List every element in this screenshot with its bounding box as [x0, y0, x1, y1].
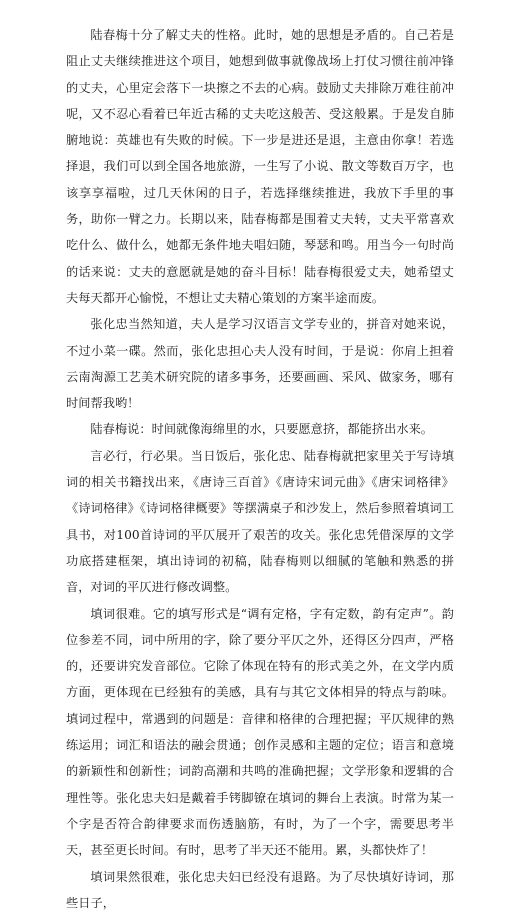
paragraph-4: 言必行，行必果。当日饭后，张化忠、陆春梅就把家里关于写诗填词的相关书籍找出来，《唐诗三百首》《唐诗宋词元曲》《唐宋词格律》《诗词格律》《诗词格律概要》等摆满桌子和沙发上，然后参照着填词工具书，对100首诗词的平仄展开了艰苦的攻关。张化忠凭借深厚的文学功底搭建框架，填出诗词的初稿，陆春梅则以细腻的笔触和熟悉的拼音，对词的平仄进行修改调整。	[66, 443, 454, 601]
paragraph-1: 陆春梅十分了解丈夫的性格。此时，她的思想是矛盾的。自己若是阻止丈夫继续推进这个项目，她想到做事就像战场上打仗习惯往前冲锋的丈夫，心里定会落下一块擦之不去的心病。鼓励丈夫排除万难往前冲呢，又不忍心看着已年近古稀的丈夫吃这般苦、受这般累。于是发自肺腑地说：英雄也有失败的时候。下一步是进还是退，主意由你拿！若选择退，我们可以到全国各地旅游，一生写了小说、散文等数百万字，也该享享福啦，过几天休闲的日子，若选择继续推进，我放下手里的事务，助你一臂之力。长期以来，陆春梅都是围着丈夫转，丈夫平常喜欢吃什么、做什么，她都无条件地夫唱妇随，琴瑟和鸣。用当今一句时尚的话来说：丈夫的意愿就是她的奋斗目标！陆春梅很爱丈夫，她希望丈夫每天都开心愉悦，不想让丈夫精心策划的方案半途而废。	[66, 22, 454, 311]
paragraph-3: 陆春梅说：时间就像海绵里的水，只要愿意挤，都能挤出水来。	[66, 416, 454, 442]
paragraph-5: 填词很难。它的填写形式是“调有定格，字有定数，韵有定声”。韵位参差不同，词中所用的字，除了要分平仄之外，还得区分四声，严格的，还要讲究发音部位。它除了体现在特有的形式美之外，在文学内质方面，更体现在已经独有的美感，具有与其它文体相异的特点与韵味。填词过程中，常遇到的问题是：音律和格律的合理把握；平仄规律的熟练运用；词汇和语法的融会贯通；创作灵感和主题的定位；语言和意境的新颖性和创新性；词韵高潮和共鸣的准确把握；文学形象和逻辑的合理性等。张化忠夫妇是戴着手铐脚镣在填词的舞台上表演。时常为某一个字是否符合韵律要求而伤透脑筋，有时，为了一个字，需要思考半天，甚至更长时间。有时，思考了半天还不能用。累，头都快炸了！	[66, 601, 454, 864]
document-body	[66, 22, 454, 916]
paragraph-2: 张化忠当然知道，夫人是学习汉语言文学专业的，拼音对她来说，不过小菜一碟。然而，张化忠担心夫人没有时间，于是说：你肩上担着云南淘源工艺美术研究院的诸多事务，还要画画、采风、做家务，哪有时间帮我哟！	[66, 311, 454, 416]
paragraph-6: 填词果然很难，张化忠夫妇已经没有退路。为了尽快填好诗词，那些日子，	[66, 864, 454, 916]
